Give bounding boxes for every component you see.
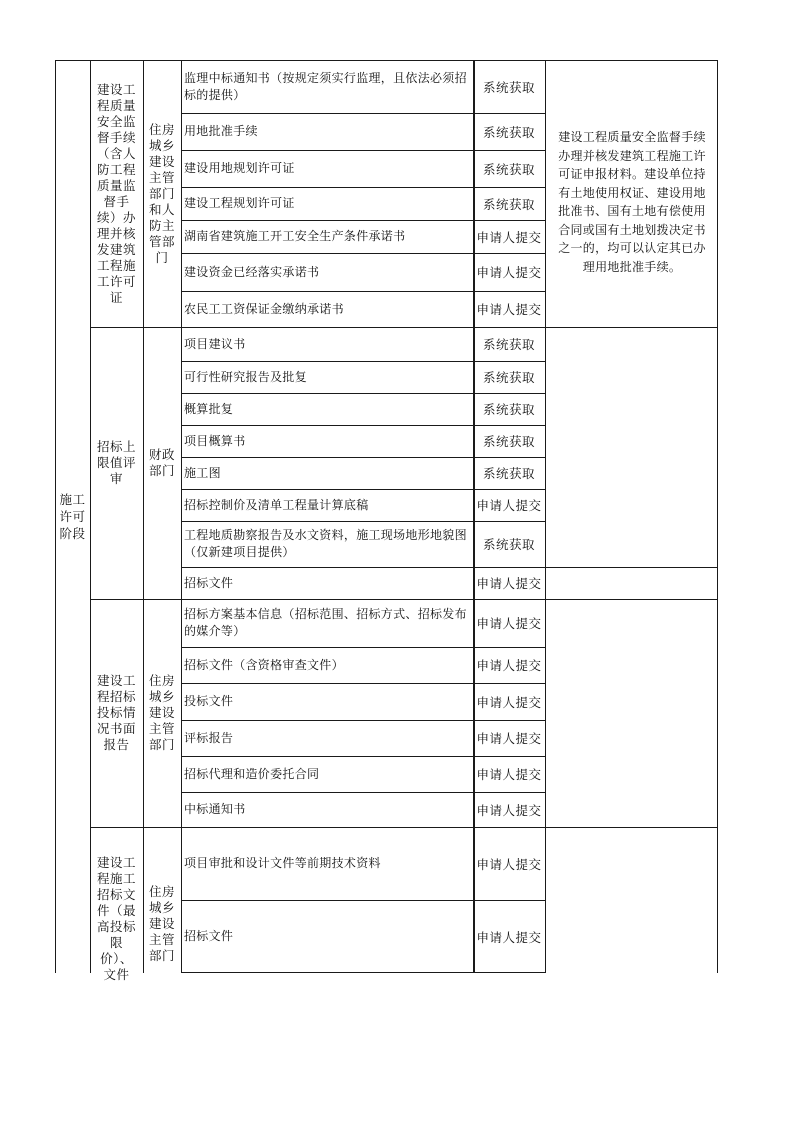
source-cell <box>473 60 545 113</box>
grid-line <box>90 60 91 973</box>
source-label: 系统获取 <box>482 434 535 449</box>
dept-label: 财政部门 <box>148 447 175 478</box>
material-row <box>181 647 473 683</box>
material-label: 工程地质勘察报告及水文资料，施工现场地形地貌图（仅新建项目提供） <box>184 528 467 559</box>
grid-line <box>90 827 718 828</box>
source-label: 系统获取 <box>482 370 535 385</box>
source-cell <box>473 900 545 973</box>
material-row <box>181 792 473 827</box>
item-label: 招标上限值评审 <box>96 439 136 486</box>
material-label: 建设工程规划许可证 <box>184 196 295 210</box>
source-label: 系统获取 <box>482 196 535 212</box>
material-row <box>181 900 473 973</box>
source-label: 申请人提交 <box>476 767 542 782</box>
grid-line <box>545 60 546 973</box>
grid-line <box>55 60 56 973</box>
material-label: 招标代理和造价委托合同 <box>184 766 320 781</box>
source-label: 申请人提交 <box>476 498 542 513</box>
grid-line <box>181 60 182 973</box>
material-label: 项目审批和设计文件等前期技术资料 <box>184 856 381 870</box>
source-cell <box>473 720 545 756</box>
grid-line <box>181 756 545 757</box>
grid-line <box>181 683 545 684</box>
grid-line <box>181 489 545 490</box>
item-label: 建设工程质量安全监督手续（含人防工程质量监督手续）办理并核发建筑工程施工许可证 <box>96 81 136 305</box>
material-row <box>181 425 473 457</box>
item-cell-bid-cap-review <box>90 327 143 599</box>
source-label: 申请人提交 <box>476 616 542 631</box>
material-row <box>181 361 473 393</box>
grid-line <box>181 361 545 362</box>
dept-cell-bid-docs <box>143 827 181 973</box>
material-label: 监理中标通知书（按规定须实行监理，且依法必须招标的提供） <box>184 70 467 102</box>
material-row <box>181 187 473 220</box>
source-cell <box>473 599 545 647</box>
source-cell <box>473 792 545 827</box>
material-row <box>181 150 473 187</box>
source-label: 系统获取 <box>482 79 535 95</box>
material-row <box>181 60 473 113</box>
note-text: 建设工程质量安全监督手续办理并核发建筑工程施工许可证申报材料。建设单位持有土地使用权证、建设用地批准书、国有土地有偿使用合同或国有土地划拨决定书之一的，均可以认定其已办理用地批准手续。 <box>558 130 706 274</box>
material-row <box>181 220 473 253</box>
source-label: 申请人提交 <box>476 265 542 280</box>
material-row <box>181 457 473 489</box>
grid-line <box>181 900 545 901</box>
source-cell <box>473 113 545 150</box>
source-label: 申请人提交 <box>476 302 542 317</box>
dept-cell-construction-permit <box>143 60 181 327</box>
source-cell <box>473 361 545 393</box>
source-cell <box>473 756 545 792</box>
source-label: 系统获取 <box>482 402 535 417</box>
source-cell <box>473 253 545 291</box>
source-label: 申请人提交 <box>476 658 542 673</box>
source-cell <box>473 187 545 220</box>
material-label: 招标文件 <box>184 575 234 590</box>
grid-line <box>181 187 545 188</box>
material-row <box>181 720 473 756</box>
material-row <box>181 683 473 720</box>
source-cell <box>473 457 545 489</box>
stage-cell <box>55 60 90 973</box>
source-cell <box>473 393 545 425</box>
source-cell <box>473 425 545 457</box>
grid-line <box>181 792 545 793</box>
source-label: 系统获取 <box>482 537 535 552</box>
source-label: 申请人提交 <box>476 929 542 945</box>
grid-line <box>717 60 718 973</box>
grid-line <box>181 253 545 254</box>
source-cell <box>473 521 545 567</box>
material-label: 中标通知书 <box>184 802 246 816</box>
material-label: 建设用地规划许可证 <box>184 161 295 175</box>
source-label: 申请人提交 <box>476 731 542 746</box>
source-label: 系统获取 <box>482 161 535 177</box>
source-label: 系统获取 <box>482 124 535 140</box>
source-cell <box>473 827 545 900</box>
source-label: 系统获取 <box>482 337 535 352</box>
material-label: 农民工工资保证金缴纳承诺书 <box>184 301 344 316</box>
note-cell <box>545 60 717 327</box>
source-label: 系统获取 <box>482 466 535 481</box>
source-cell <box>473 291 545 327</box>
material-label: 建设资金已经落实承诺书 <box>184 264 320 279</box>
material-row <box>181 599 473 647</box>
dept-label: 住房城乡建设主管部门和人防主管部门 <box>148 121 175 265</box>
grid-line <box>181 150 545 151</box>
item-cell-bid-report <box>90 599 143 827</box>
grid-line <box>181 567 718 568</box>
grid-line <box>181 720 545 721</box>
source-cell <box>473 489 545 521</box>
material-label: 可行性研究报告及批复 <box>184 369 308 384</box>
grid-line <box>181 425 545 426</box>
source-cell <box>473 150 545 187</box>
source-cell <box>473 327 545 361</box>
source-cell <box>473 567 545 599</box>
material-row <box>181 327 473 361</box>
source-label: 申请人提交 <box>476 229 542 245</box>
dept-cell-bid-cap-review <box>143 327 181 599</box>
item-cell-bid-docs <box>90 827 143 982</box>
grid-line <box>181 521 545 522</box>
grid-line <box>473 60 475 973</box>
material-label: 招标控制价及清单工程量计算底稿 <box>184 497 369 512</box>
source-label: 申请人提交 <box>476 576 542 591</box>
material-label: 招标文件 <box>184 929 234 943</box>
grid-line <box>181 220 545 221</box>
material-row <box>181 567 473 599</box>
item-cell-construction-permit <box>90 60 143 327</box>
dept-label: 住房城乡建设主管部门 <box>148 884 175 963</box>
grid-line <box>181 457 545 458</box>
grid-line <box>55 60 718 61</box>
material-label: 概算批复 <box>184 401 234 416</box>
grid-line <box>181 647 545 648</box>
material-row <box>181 756 473 792</box>
material-label: 评标报告 <box>184 730 234 745</box>
material-label: 项目概算书 <box>184 433 246 448</box>
material-label: 投标文件 <box>184 694 234 708</box>
material-label: 招标文件（含资格审查文件） <box>184 657 344 672</box>
source-label: 申请人提交 <box>476 802 542 818</box>
item-label: 建设工程招标投标情况书面报告 <box>96 673 136 752</box>
source-label: 申请人提交 <box>476 694 542 710</box>
dept-label: 住房城乡建设主管部门 <box>148 673 175 752</box>
material-row <box>181 291 473 327</box>
stage-label: 施工许可阶段 <box>59 492 86 541</box>
material-label: 施工图 <box>184 465 221 480</box>
material-row <box>181 489 473 521</box>
material-row <box>181 827 473 900</box>
dept-cell-bid-report <box>143 599 181 827</box>
material-row <box>181 113 473 150</box>
grid-line <box>143 60 144 973</box>
source-cell <box>473 647 545 683</box>
material-row <box>181 521 473 567</box>
grid-line <box>181 291 545 292</box>
grid-line <box>181 393 545 394</box>
grid-line <box>181 972 545 973</box>
item-label: 建设工程施工招标文件（最高投标限价）、文件 <box>96 855 136 982</box>
material-label: 湖南省建筑施工开工安全生产条件承诺书 <box>184 229 406 243</box>
source-cell <box>473 683 545 720</box>
grid-line <box>90 327 718 328</box>
source-label: 申请人提交 <box>476 856 542 872</box>
grid-line <box>90 599 718 600</box>
source-cell <box>473 220 545 253</box>
material-label: 项目建议书 <box>184 336 246 351</box>
material-label: 用地批准手续 <box>184 124 258 138</box>
grid-line <box>181 113 545 114</box>
material-label: 招标方案基本信息（招标范围、招标方式、招标发布的媒介等） <box>184 607 467 638</box>
material-row <box>181 253 473 291</box>
material-row <box>181 393 473 425</box>
